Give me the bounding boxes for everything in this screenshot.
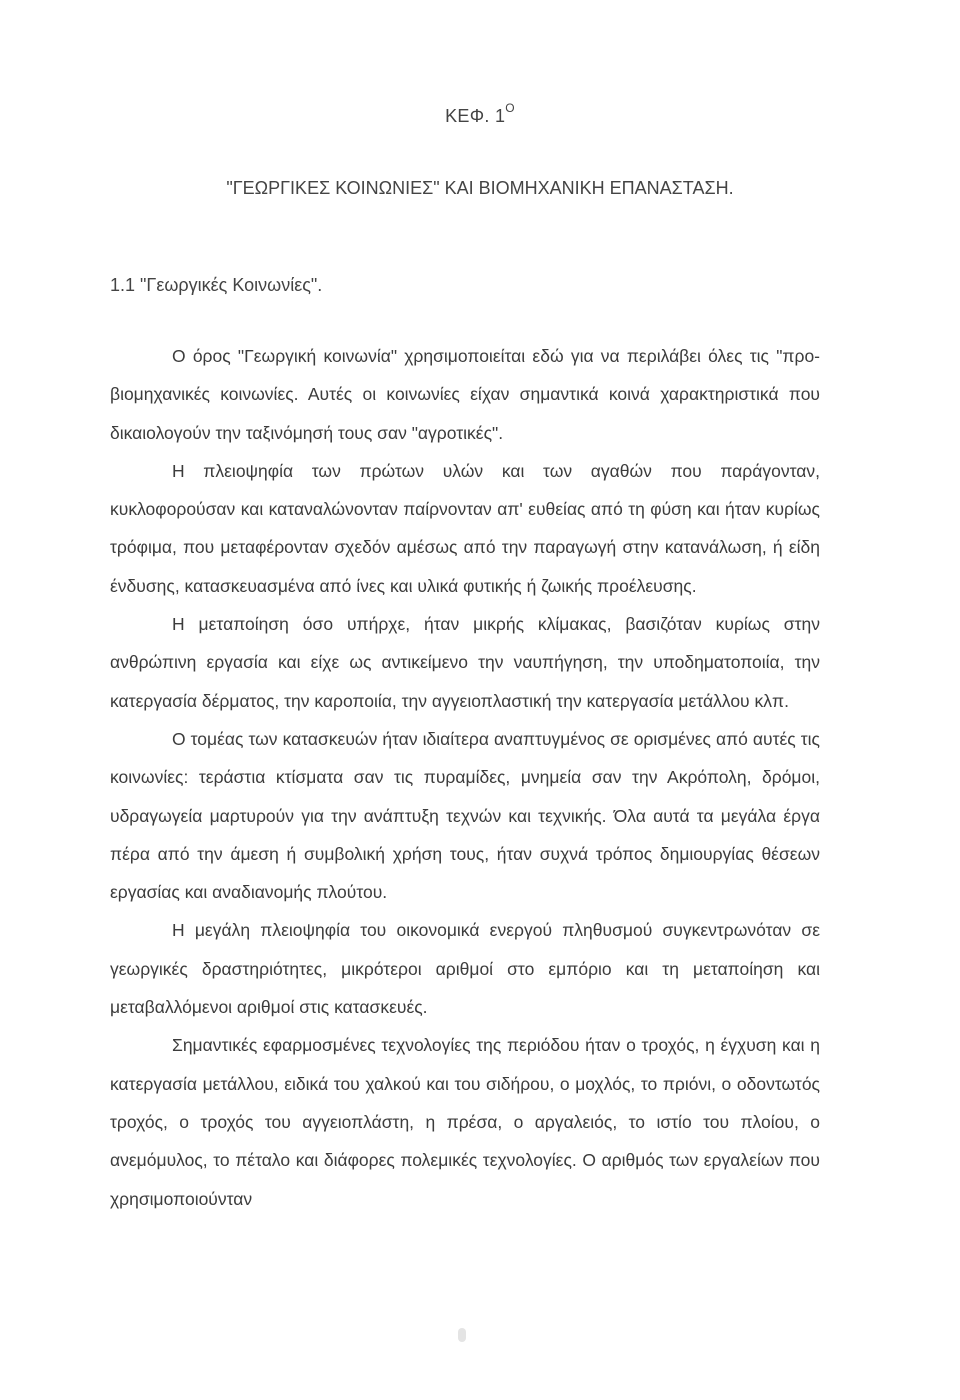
- chapter-label: ΚΕΦ. 1: [445, 106, 506, 126]
- chapter-number: [0, 101, 960, 127]
- section-heading: 1.1 "Γεωργικές Κοινωνίες".: [110, 275, 323, 295]
- scan-smudge: [458, 1328, 466, 1342]
- body-text: [110, 337, 820, 1218]
- chapter-superscript: Ο: [505, 101, 515, 115]
- paragraph-1: Ο όρος "Γεωργική κοινωνία" χρησιμοποιείται εδώ για να περιλάβει όλες τις "προ-βιομηχανικές κοινωνίες. Αυτές οι κοινωνίες είχαν σημαντικά κοινά χαρακτηριστικά που δικαιολογούν την ταξινόμησή τους σαν "αγροτικές".: [110, 346, 820, 443]
- paragraph-5: Η μεγάλη πλειοψηφία του οικονομικά ενεργού πληθυσμού συγκεντρωνόταν σε γεωργικές δραστηριότητες, μικρότεροι αριθμοί στο εμπόριο και τη μεταποίηση και μεταβαλλόμενοι αριθμοί στις κατασκευές.: [110, 920, 820, 1018]
- paragraph-2: Η πλειοψηφία των πρώτων υλών και των αγαθών που παράγονταν, κυκλοφορούσαν και καταναλώνονταν παίρνονταν απ' ευθείας από τη φύση και ήταν κυρίως τρόφιμα, που μεταφέρονταν σχεδόν αμέσως από την παραγωγή στην κατανάλωση, ή είδη ένδυσης, κατασκευασμένα από ίνες και υλικά φυτικής ή ζωικής προέλευσης.: [110, 460, 820, 596]
- chapter-title: "ΓΕΩΡΓΙΚΕΣ ΚΟΙΝΩΝΙΕΣ" ΚΑΙ ΒΙΟΜΗΧΑΝΙΚΗ ΕΠΑΝΑΣΤΑΣΗ.: [226, 178, 734, 198]
- paragraph-4: Ο τομέας των κατασκευών ήταν ιδιαίτερα αναπτυγμένος σε ορισμένες από αυτές τις κοινωνίες: τεράστια κτίσματα σαν τις πυραμίδες, μνημεία σαν την Ακρόπολη, δρόμοι, υδραγωγεία μαρτυρούν για την ανάπτυξη τεχνών και τεχνικής. Όλα αυτά τα μεγάλα έργα πέρα από την άμεση ή συμβολική χρήση τους, ήταν συχνά τρόπος δημιουργίας θέσεων εργασίας και αναδιανομής πλούτου.: [110, 728, 820, 903]
- paragraph-6: Σημαντικές εφαρμοσμένες τεχνολογίες της περιόδου ήταν ο τροχός, η έγχυση και η κατεργασία μετάλλου, ειδικά του χαλκού και του σιδήρου, ο μοχλός, το πριόνι, ο οδοντωτός τροχός, ο τροχός του αγγειοπλάστη, η πρέσα, ο αργαλειός, το ιστίο του πλοίου, ο ανεμόμυλος, το πέταλο και διάφορες πολεμικές τεχνολογίες. Ο αριθμός των εργαλείων που χρησιμοποιούνταν: [110, 1035, 820, 1209]
- paragraph-3: Η μεταποίηση όσο υπήρχε, ήταν μικρής κλίμακας, βασιζόταν κυρίως στην ανθρώπινη εργασία και είχε ως αντικείμενο την ναυπήγηση, την υποδηματοποιία, την κατεργασία δέρματος, την καροποιία, την αγγειοπλαστική την κατεργασία μετάλλου κλπ.: [110, 614, 820, 711]
